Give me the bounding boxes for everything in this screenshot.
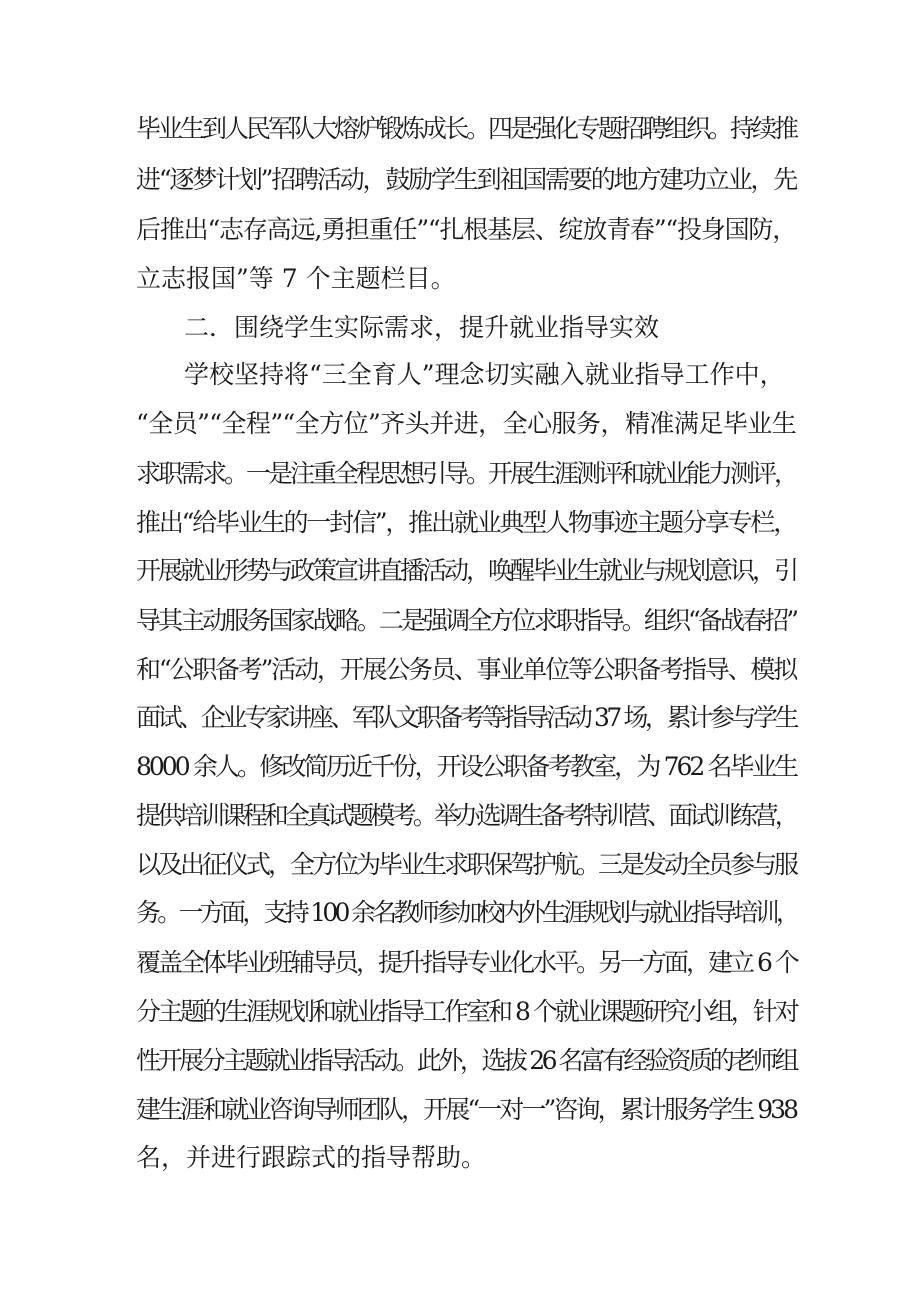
body-text-line: 名，并进行跟踪式的指导帮助。: [136, 1143, 487, 1172]
body-text-line: 后推出“志存高远,勇担重任”“扎根基层、绽放青春”“投身国防，: [136, 215, 796, 244]
body-text-line: 求职需求。一是注重全程思想引导。开展生涯测评和就业能力测评，: [136, 459, 797, 488]
body-text-line: 进“逐梦计划”招聘活动，鼓励学生到祖国需要的地方建功立业，先: [136, 165, 796, 194]
body-text-line: 开展就业形势与政策宣讲直播活动，唤醒毕业生就业与规划意识，引: [136, 556, 797, 585]
body-text-line: 建生涯和就业咨询导师团队，开展“一对一”咨询，累计服务学生 938: [136, 1095, 796, 1124]
body-text-line: “全员”“全程”“全方位”齐头并进，全心服务，精准满足毕业生: [136, 409, 796, 438]
body-text-line: 面试、企业专家讲座、军队文职备考等指导活动 37 场，累计参与学生: [136, 703, 796, 732]
body-text-line: 务。一方面，支持 100 余名教师参加校内外生涯规划与就业指导培训，: [136, 898, 798, 927]
body-text-line: 推出“给毕业生的一封信”，推出就业典型人物事迹主题分享专栏，: [136, 508, 796, 537]
body-text-line: 8000 余人。修改简历近千份，开设公职备考教室，为 762 名毕业生: [136, 752, 796, 781]
body-text-line: 导其主动服务国家战略。二是强调全方位求职指导。组织“备战春招”: [136, 606, 796, 635]
section-heading: 二．围绕学生实际需求，提升就业指导实效: [184, 313, 660, 342]
body-text-line: 分主题的生涯规划和就业指导工作室和 8 个就业课题研究小组，针对: [136, 997, 797, 1026]
paragraph-first-line: 学校坚持将“三全育人”理念切实融入就业指导工作中，: [184, 360, 785, 389]
body-text-line: 毕业生到人民军队大熔炉锻炼成长。四是强化专题招聘组织。持续推: [136, 114, 797, 143]
body-text-line: 以及出征仪式，全方位为毕业生求职保驾护航。三是发动全员参与服: [136, 850, 797, 879]
body-text-line: 覆盖全体毕业班辅导员，提升指导专业化水平。另一方面，建立 6 个: [136, 948, 797, 977]
body-text-line: 和“公职备考”活动，开展公务员、事业单位等公职备考指导、模拟: [136, 655, 796, 684]
body-text-line: 提供培训课程和全真试题模考。举办选调生备考特训营、面试训练营，: [136, 801, 796, 830]
body-text-line: 性开展分主题就业指导活动。此外，选拔 26 名富有经验资质的老师组: [136, 1046, 796, 1075]
body-text-line: 立志报国”等 7 个主题栏目。: [136, 264, 456, 293]
